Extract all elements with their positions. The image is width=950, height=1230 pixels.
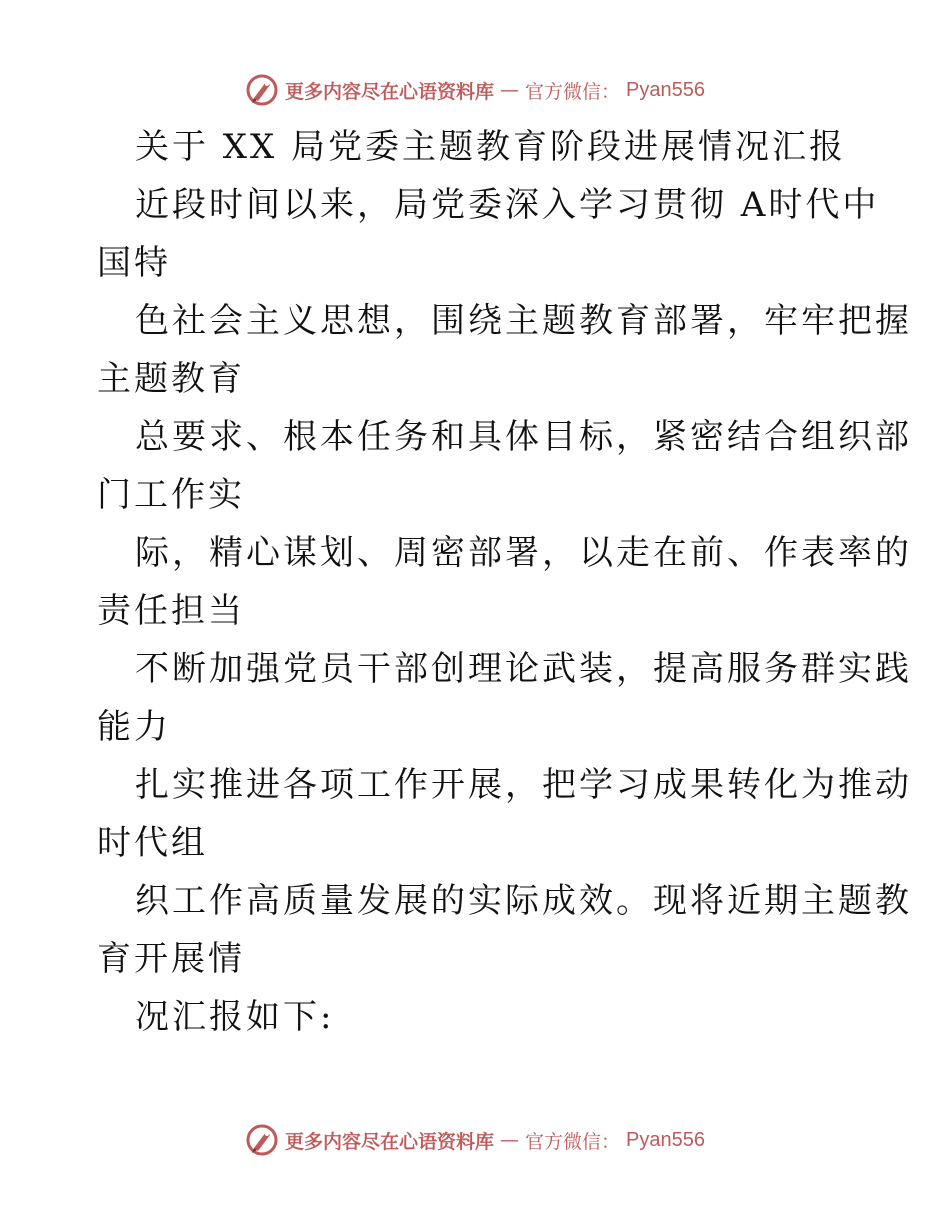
paragraph-line: 国特: [97, 243, 171, 283]
banner-dash: —: [500, 1129, 520, 1151]
banner-dash: —: [500, 79, 520, 101]
pen-logo-icon: [245, 1123, 279, 1157]
paragraph-line: 况汇报如下:: [135, 997, 335, 1037]
banner-wechat-id: Pyan556: [626, 1128, 705, 1151]
document-body: [97, 118, 912, 1046]
banner-site-text: 更多内容尽在心语资料库: [285, 1130, 495, 1153]
banner-official-label: 官方微信：: [525, 80, 621, 103]
paragraph-line: 责任担当: [97, 591, 245, 631]
paragraph-line: 总要求、根本任务和具体目标，紧密结合组织部: [135, 417, 912, 457]
paragraph-line: 际，精心谋划、周密部署，以走在前、作表率的: [135, 533, 912, 573]
paragraph-line: 色社会主义思想，围绕主题教育部署，牢牢把握: [135, 301, 912, 341]
banner-site-text: 更多内容尽在心语资料库: [285, 80, 495, 103]
paragraph-line: 近段时间以来，局党委深入学习贯彻 A时代中: [135, 185, 880, 225]
paragraph-line: 织工作高质量发展的实际成效。现将近期主题教: [135, 881, 912, 921]
banner-official-label: 官方微信：: [525, 1130, 621, 1153]
document-title: 关于 XX 局党委主题教育阶段进展情况汇报: [135, 127, 847, 167]
paragraph-line: 门工作实: [97, 475, 245, 515]
paragraph-line: 扎实推进各项工作开展，把学习成果转化为推动: [135, 765, 912, 805]
pen-logo-icon: [245, 73, 279, 107]
paragraph-line: 主题教育: [97, 359, 245, 399]
paragraph-line: 时代组: [97, 823, 208, 863]
banner-wechat-id: Pyan556: [626, 78, 705, 101]
paragraph-line: 能力: [97, 707, 171, 747]
paragraph-line: 育开展情: [97, 939, 245, 979]
header-banner: [0, 70, 950, 110]
footer-banner: [0, 1120, 950, 1160]
paragraph-line: 不断加强党员干部创理论武装，提高服务群实践: [135, 649, 912, 689]
